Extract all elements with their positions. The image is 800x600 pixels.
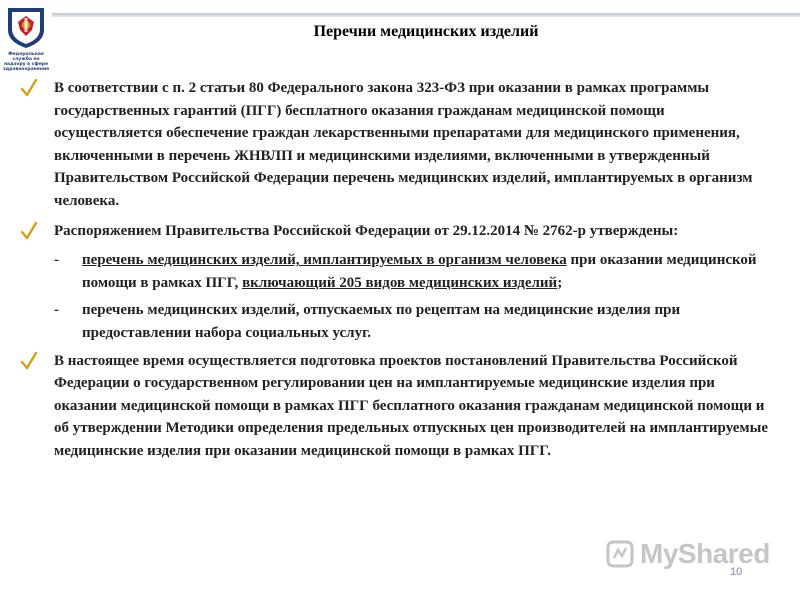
checkmark-icon bbox=[20, 221, 38, 241]
list-item-2-text: перечень медицинских изделий, отпускаемых по рецептам на медицинские изделия при предоставлении набора социальных услуг. bbox=[82, 302, 681, 341]
dash-marker: - bbox=[54, 252, 59, 269]
page-number: 10 bbox=[730, 566, 743, 578]
watermark-logo-icon bbox=[606, 540, 634, 568]
paragraph-3 bbox=[20, 350, 772, 463]
checkmark-icon bbox=[20, 351, 38, 371]
list-item-1-underlined-b: включающий 205 видов медицинских изделий bbox=[242, 274, 558, 291]
list-item-1-end: ; bbox=[557, 274, 563, 291]
logo-caption: Федеральная служба по надзору в сфере здравоохранения bbox=[2, 52, 49, 72]
checkmark-icon bbox=[20, 78, 38, 98]
header-rule bbox=[52, 13, 800, 17]
dash-marker: - bbox=[54, 302, 59, 319]
watermark-text: MyShared bbox=[640, 538, 770, 569]
emblem-icon bbox=[4, 4, 48, 50]
paragraph-2-text: Распоряжением Правительства Российской Федерации от 29.12.2014 № 2762-р утверждены: bbox=[54, 222, 679, 239]
paragraph-1-text: В соответствии с п. 2 статьи 80 Федерального закона 323-ФЗ при оказании в рамках программы государственных гарантий (ПГГ) бесплатного оказания гражданам медицинской помощи осуществляется обеспечение граждан лекарственными препаратами для медицинского применения, включенными в перечень ЖНВЛП и медицинскими изделиями, включенными в утвержденный Правительством Российской Федерации перечень медицинских изделий, имплантируемых в организм человека. bbox=[54, 80, 753, 209]
list-item-2 bbox=[20, 299, 772, 344]
page-title: Перечни медицинских изделий bbox=[313, 23, 539, 40]
slide-content bbox=[20, 77, 772, 470]
agency-logo bbox=[0, 0, 52, 86]
paragraph-3-text: В настоящее время осуществляется подготовка проектов постановлений Правительства Российской Федерации о государственном регулировании цен на имплантируемые медицинские изделия при оказании медицинской помощи в рамках ПГГ бесплатного оказания гражданам медицинской помощи и об утверждении Методики определения предельных отпускных цен производителей на имплантируемые медицинские изделия при оказании медицинской помощи в рамках ПГГ. bbox=[54, 352, 768, 459]
list-item-1 bbox=[20, 249, 772, 294]
paragraph-2 bbox=[20, 220, 772, 243]
list-item-1-text: при оказании медицинской помощи в рамках ПГГ, bbox=[82, 252, 757, 291]
paragraph-1 bbox=[20, 77, 772, 213]
list-item-1-underlined-a: перечень медицинских изделий, имплантируемых в организм человека bbox=[82, 252, 567, 269]
